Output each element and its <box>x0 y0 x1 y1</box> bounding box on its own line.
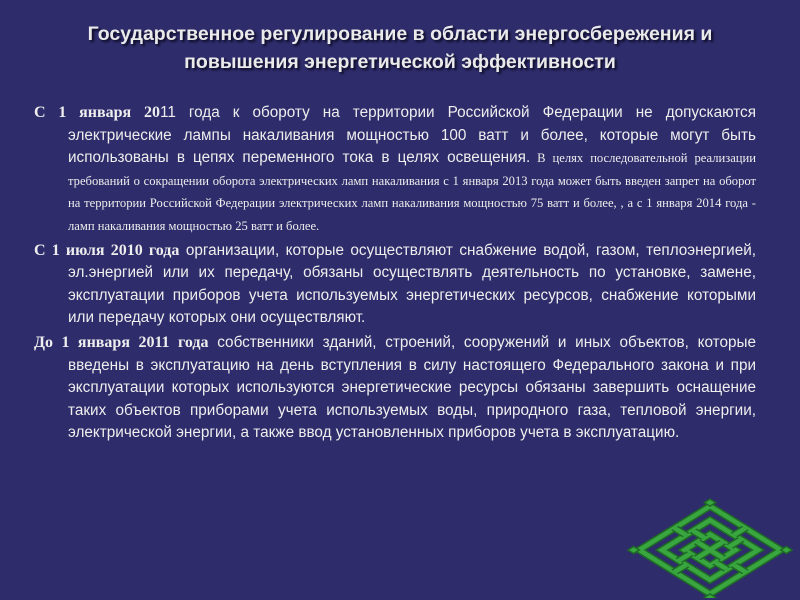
paragraph-lead: С 1 января 20 <box>34 104 160 121</box>
paragraph-text: организации, которые осуществляют снабжение водой, газом, теплоэнергией, эл.энергией или их передачу, обязаны осуществлять деятельность по установке, замене, эксплуатации приборов учета используемых энергетических ресурсов, снабжение которыми или передачу которых они осуществляют. <box>68 241 756 327</box>
slide-title <box>20 20 780 76</box>
paragraph-lead-suffix: 11 <box>159 104 176 121</box>
green-maze-icon <box>626 498 794 598</box>
paragraph-small-text: В целях последовательной реализации требований о сокращении оборота электрических ламп накаливания с 1 января 2013 года может быть введен запрет на оборот на территории Российской Федерации электрических ламп накаливания мощностью 75 ватт и более, , а с 1 января 2014 года - ламп накаливания мощностью 25 ватт и более. <box>68 151 757 233</box>
paragraph-lead: С 1 июля 2010 года <box>34 241 180 259</box>
paragraph-lead: До 1 января 2011 года <box>34 333 209 351</box>
paragraph-text: года к обороту на территории Российской Федерации не допускаются электрические лампы накаливания мощностью 100 ватт и более, которые могут быть использованы в цепях переменного тока в целях освещения. <box>68 104 756 167</box>
paragraph-2011-owners <box>34 332 756 445</box>
title-line-1: Государственное регулирование в области энергосбережения и <box>87 23 713 45</box>
paragraph-2011-lamps <box>34 102 756 238</box>
slide-body <box>34 102 756 447</box>
paragraph-2010-metering <box>34 240 756 330</box>
paragraph-text: собственники зданий, строений, сооружений и иных объектов, которые введены в эксплуатацию на день вступления в силу настоящего Федерального закона и при эксплуатации которых используются энергетические ресурсы обязаны завершить оснащение таких объектов приборами учета используемых воды, природного газа, тепловой энергии, электрической энергии, а также ввод установленных приборов учета в эксплуатацию. <box>68 333 756 442</box>
title-line-2: повышения энергетической эффективности <box>184 51 616 73</box>
